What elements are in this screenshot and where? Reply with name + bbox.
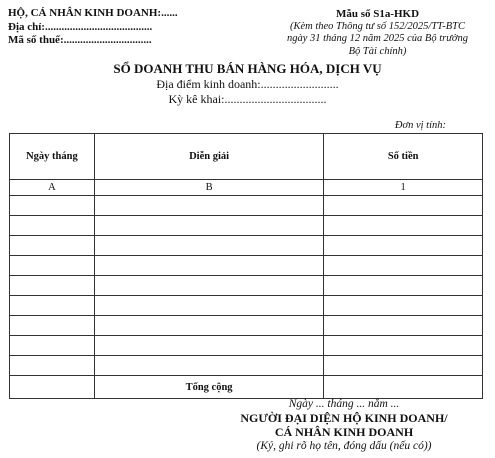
amount-cell[interactable] (324, 356, 483, 376)
column-header-date: Ngày tháng (10, 134, 95, 180)
date-cell[interactable] (10, 196, 95, 216)
total-date-cell (10, 376, 95, 399)
table-row (10, 216, 483, 236)
signature-hint: (Ký, ghi rõ họ tên, đóng dấu (nếu có)) (256, 440, 432, 452)
business-location-line: Địa điểm kinh doanh:.......................... (156, 77, 339, 91)
form-number: Mẫu số S1a-HKD (335, 8, 420, 20)
description-cell[interactable] (94, 236, 323, 256)
description-cell[interactable] (94, 256, 323, 276)
date-cell[interactable] (10, 356, 95, 376)
date-line: Ngày ... tháng ... năm ... (288, 398, 400, 410)
amount-cell[interactable] (324, 296, 483, 316)
description-cell[interactable] (94, 196, 323, 216)
total-amount-cell[interactable] (324, 376, 483, 399)
form-note-line-3: Bộ Tài chính) (348, 45, 407, 57)
revenue-ledger-table (9, 133, 483, 399)
date-cell[interactable] (10, 316, 95, 336)
amount-cell[interactable] (324, 196, 483, 216)
form-reference (270, 8, 485, 58)
table-row (10, 296, 483, 316)
date-cell[interactable] (10, 236, 95, 256)
amount-cell[interactable] (324, 216, 483, 236)
table-row (10, 236, 483, 256)
description-cell[interactable] (94, 336, 323, 356)
date-cell[interactable] (10, 336, 95, 356)
total-row (10, 376, 483, 399)
description-cell[interactable] (94, 216, 323, 236)
form-note-line-1: (Kèm theo Thông tư số 152/2025/TT-BTC (289, 20, 465, 32)
amount-cell[interactable] (324, 236, 483, 256)
date-cell[interactable] (10, 216, 95, 236)
table-row (10, 356, 483, 376)
date-cell[interactable] (10, 276, 95, 296)
column-code-a: A (10, 180, 95, 196)
business-name-line: HỘ, CÁ NHÂN KINH DOANH:...... (8, 7, 178, 19)
table-header-row (10, 134, 483, 180)
column-code-1: 1 (324, 180, 483, 196)
signer-title-line-1: NGƯỜI ĐẠI DIỆN HỘ KINH DOANH/ (240, 411, 448, 425)
unit-label: Đơn vị tính: (394, 120, 446, 131)
amount-cell[interactable] (324, 276, 483, 296)
amount-cell[interactable] (324, 316, 483, 336)
description-cell[interactable] (94, 356, 323, 376)
title-block (0, 61, 495, 107)
signer-title-line-2: CÁ NHÂN KINH DOANH (274, 425, 414, 439)
date-cell[interactable] (10, 296, 95, 316)
signature-block (205, 397, 483, 453)
table-row (10, 276, 483, 296)
address-line: Địa chỉ:....................................... (8, 20, 153, 33)
amount-cell[interactable] (324, 256, 483, 276)
table-row (10, 196, 483, 216)
table-row (10, 256, 483, 276)
column-code-b: B (94, 180, 323, 196)
business-info (8, 7, 178, 48)
tax-code-line: Mã số thuế:................................ (8, 34, 152, 46)
description-cell[interactable] (94, 296, 323, 316)
date-cell[interactable] (10, 256, 95, 276)
form-note-line-2: ngày 31 tháng 12 năm 2025 của Bộ trưởng (286, 33, 469, 44)
column-code-row (10, 180, 483, 196)
column-header-amount: Số tiền (324, 134, 483, 180)
declaration-period-line: Kỳ kê khai:.................................. (168, 92, 327, 106)
description-cell[interactable] (94, 276, 323, 296)
total-label: Tổng cộng (94, 376, 323, 399)
document-title: SỔ DOANH THU BÁN HÀNG HÓA, DỊCH VỤ (113, 61, 382, 76)
column-header-description: Diễn giải (94, 134, 323, 180)
table-row (10, 336, 483, 356)
description-cell[interactable] (94, 316, 323, 336)
amount-cell[interactable] (324, 336, 483, 356)
table-row (10, 316, 483, 336)
